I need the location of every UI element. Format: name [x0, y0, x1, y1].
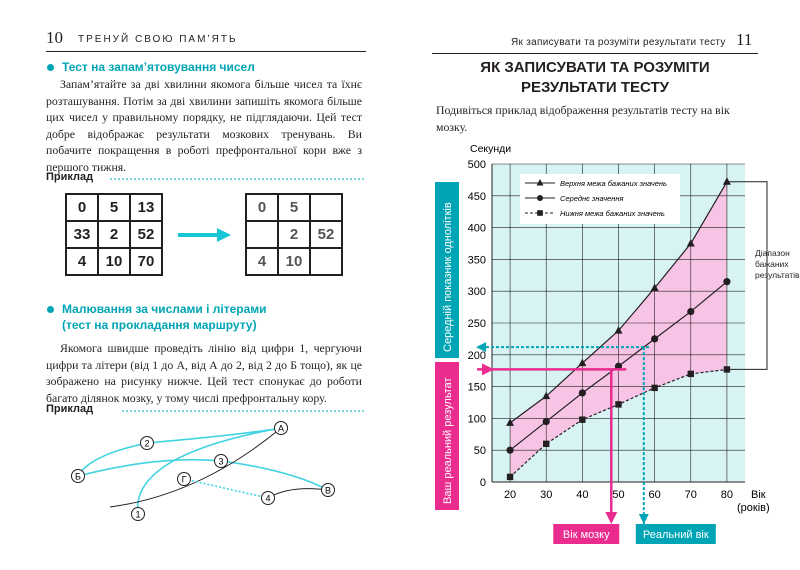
data-point [507, 474, 513, 480]
data-point [688, 371, 694, 377]
dotted-divider [110, 178, 364, 180]
right-header-rule [432, 53, 758, 54]
grid-cell: 5 [278, 194, 310, 221]
brain-age-label: Вік мозку [562, 529, 610, 541]
section-title-trail: Малювання за числами і літерами [62, 302, 267, 316]
data-point [687, 308, 694, 315]
grid-cell [246, 221, 278, 248]
y-tick-label: 50 [473, 445, 486, 458]
y-tick-label: 450 [467, 190, 486, 203]
range-label: Діапазон [755, 248, 790, 259]
legend-marker [537, 210, 543, 216]
y-tick-label: 250 [467, 318, 486, 330]
number-grid-original [65, 193, 163, 276]
data-point [651, 335, 658, 342]
trail-node-label: Б [75, 471, 81, 482]
data-point [579, 389, 586, 396]
x-tick-label: 60 [648, 489, 661, 501]
grid-cell: 5 [98, 194, 130, 221]
right-page-number: 11 [736, 30, 753, 49]
x-tick-label: 20 [503, 489, 517, 501]
left-running-header: ТРЕНУЙ СВОЮ ПАМ’ЯТЬ [78, 34, 238, 45]
dotted-divider [122, 410, 364, 412]
grid-cell: 33 [66, 221, 98, 248]
grid-cell [310, 194, 342, 221]
trail-node-label: 1 [135, 509, 141, 520]
x-tick-label: 50 [612, 489, 625, 501]
grid-cell: 2 [98, 221, 130, 248]
number-grid-recalled [245, 193, 343, 276]
data-point [543, 418, 550, 425]
data-point [579, 416, 585, 422]
arrow-right-icon [175, 225, 235, 245]
y-tick-label: 500 [467, 159, 486, 171]
data-point [506, 447, 513, 454]
x-tick-label: 40 [576, 489, 589, 501]
page-title: ЯК ЗАПИСУВАТИ ТА РОЗУМІТИ [480, 59, 710, 76]
left-page-number: 10 [46, 28, 63, 47]
grid-cell: 13 [130, 194, 162, 221]
bullet-icon [47, 64, 54, 71]
y-tick-label: 100 [467, 413, 486, 426]
grid-cell: 10 [98, 248, 130, 275]
grid-cell: 10 [278, 248, 310, 275]
y-tick-label: 350 [467, 254, 486, 267]
x-axis-label: Вік [751, 489, 766, 501]
section1-paragraph: Запам’ятайте за дві хвилини якомога більше чисел та їхнє розташування. Потім за дві хвилини запишіть якомога більше цих чисел у правильному порядку, не підглядаючи. Цей тест добре відображає результати мозкових тренувань. Ви побачите покращення в роботі префронтальної кори вже з першого тижня. [46, 77, 362, 174]
bullet-icon [47, 306, 54, 313]
section-title-numbers: Тест на запам’ятовування чисел [62, 60, 255, 74]
grid-cell: 0 [246, 194, 278, 221]
intro-paragraph: Подивіться приклад відображення результатів тесту на вік мозку. [436, 103, 730, 134]
legend-label: Нижня межа бажаних значень [560, 209, 665, 218]
y-tick-label: 300 [467, 286, 486, 299]
trail-node-label: 3 [218, 456, 224, 467]
data-point [723, 278, 730, 285]
y-tick-label: 150 [467, 381, 486, 394]
grid-cell: 4 [246, 248, 278, 275]
x-tick-label: 80 [720, 489, 734, 501]
real-age-label: Реальний вік [642, 529, 709, 541]
left-header-rule [46, 51, 366, 52]
trail-node-label: 4 [265, 493, 271, 504]
example-label: Приклад [46, 171, 94, 183]
grid-cell: 2 [278, 221, 310, 248]
range-label: результатів [755, 270, 800, 281]
trail-node-label: В [324, 485, 332, 496]
real-age-arrowhead [639, 514, 649, 524]
brain-age-arrowhead [605, 512, 617, 524]
y-tick-label: 200 [467, 349, 486, 362]
trail-node-label: А [277, 423, 285, 434]
trail-node-label: Г [181, 474, 187, 485]
range-label: бажаних [755, 259, 789, 270]
section-subtitle-trail: (тест на прокладання маршруту) [62, 318, 257, 332]
legend-marker [537, 195, 543, 201]
data-point [651, 385, 657, 391]
grid-cell: 70 [130, 248, 162, 275]
legend-label: Середнє значення [560, 194, 624, 203]
your-result-label: Ваш реальний результат [442, 377, 454, 504]
right-running-header: Як записувати та розуміти результати тесту [511, 37, 726, 48]
grid-cell [310, 248, 342, 275]
x-tick-label: 30 [540, 489, 553, 501]
x-tick-label: 70 [684, 489, 697, 501]
y-tick-label: 400 [467, 222, 486, 235]
page-title-line2: РЕЗУЛЬТАТИ ТЕСТУ [521, 79, 669, 96]
data-point [724, 366, 730, 372]
trail-diagram [60, 415, 360, 525]
legend-label: Верхня межа бажаних значень [560, 179, 667, 188]
data-point [543, 441, 549, 447]
x-axis-unit: (років) [737, 502, 770, 514]
y-axis-label: Секунди [470, 143, 512, 155]
peer-average-label: Середній показник однолітків [442, 202, 454, 352]
grid-cell: 0 [66, 194, 98, 221]
grid-cell: 4 [66, 248, 98, 275]
data-point [615, 401, 621, 407]
example-label: Приклад [46, 403, 94, 415]
section2-paragraph: Якомога швидше проведіть лінію від цифри 1, чергуючи цифри та літери (від 1 до А, від А до 2, від 2 до Б тощо), як це зображено на рисунку нижче. Цей тест спонукає до роботи багато ділянок мозку, у тому числі префронтальну кору. [46, 341, 362, 405]
grid-cell: 52 [310, 221, 342, 248]
grid-cell: 52 [130, 221, 162, 248]
results-chart [425, 136, 800, 541]
y-tick-label: 0 [479, 477, 486, 489]
trail-node-label: 2 [144, 438, 150, 449]
